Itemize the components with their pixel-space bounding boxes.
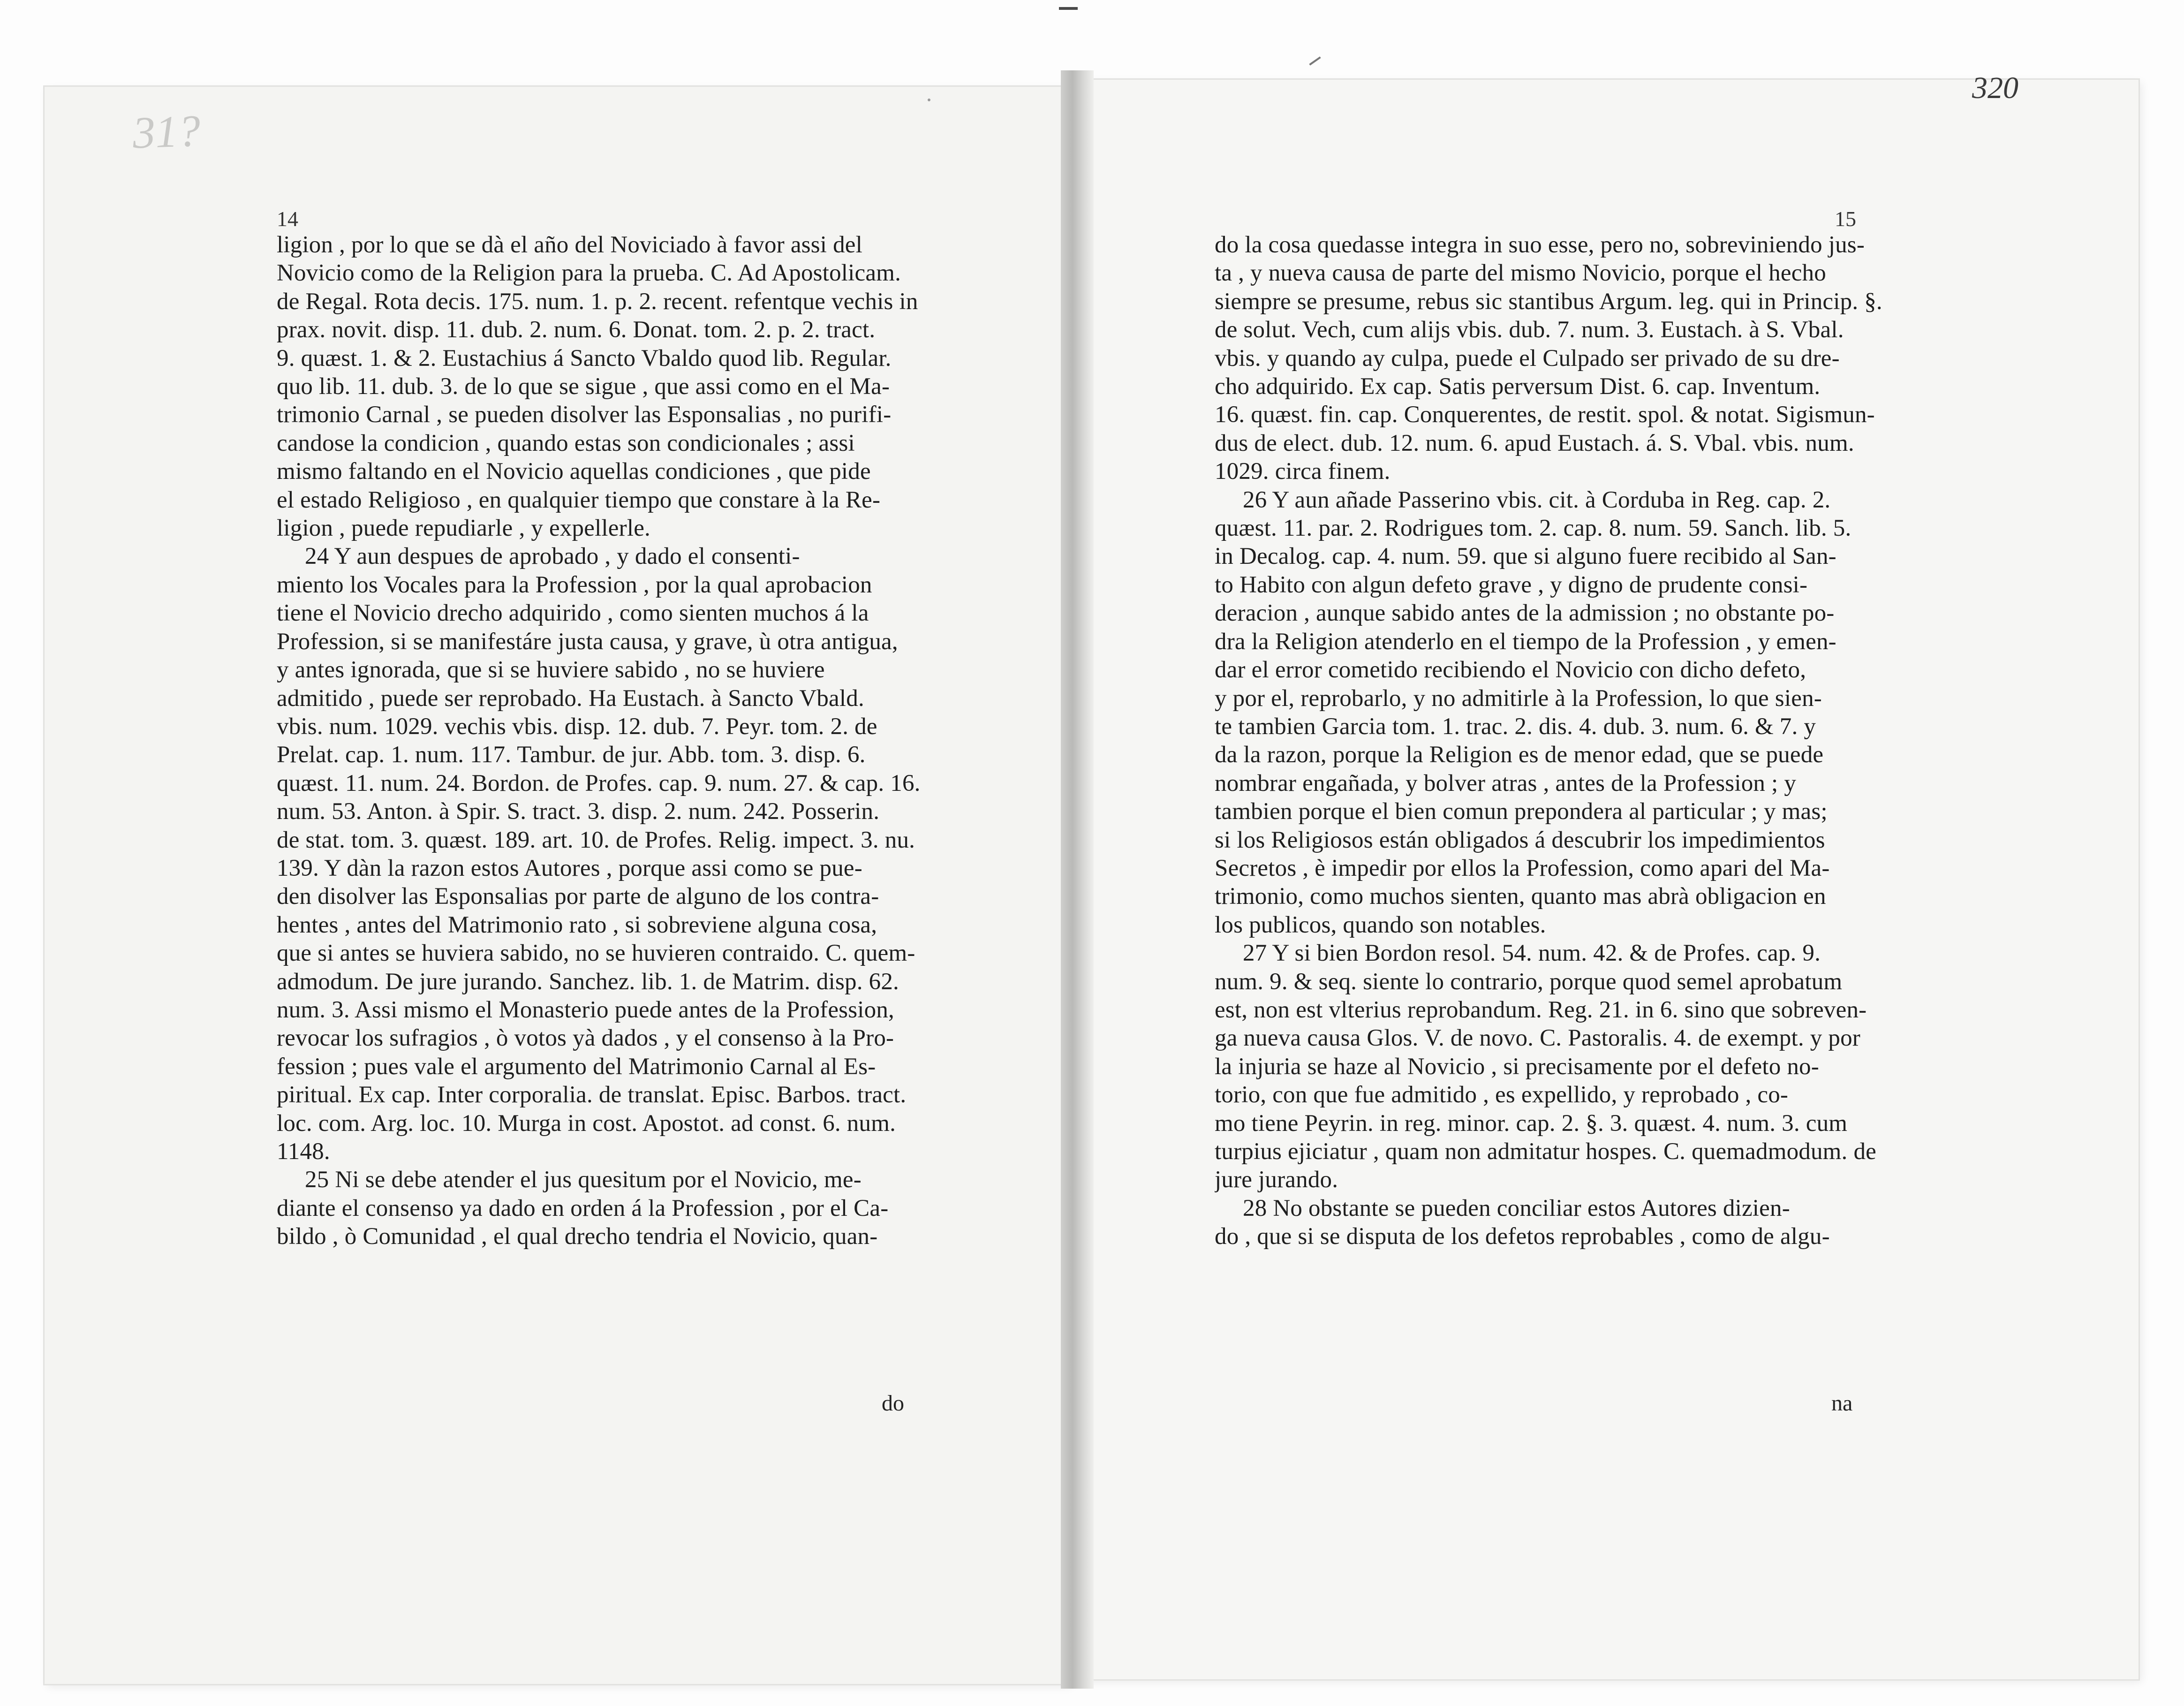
text-line: ta , y nueva causa de parte del mismo Novicio, porque el hecho xyxy=(1215,260,1826,287)
text-line: num. 3. Assi mismo el Monasterio puede antes de la Profession, xyxy=(277,996,894,1023)
right-folio-mark: 320 xyxy=(1972,71,2018,105)
speck xyxy=(928,99,930,101)
text-line: cho adquirido. Ex cap. Satis perversum Dist. 6. cap. Inventum. xyxy=(1215,373,1821,400)
text-line: bildo , ò Comunidad , el qual drecho tendria el Novicio, quan- xyxy=(277,1223,878,1250)
text-line: si los Religiosos están obligados á descubrir los impedimientos xyxy=(1215,826,1825,853)
text-line: revocar los sufragios , ò votos yà dados , y el consenso à la Pro- xyxy=(277,1025,894,1052)
text-line: nombrar engañada, y bolver atras , antes de la Profession ; y xyxy=(1215,770,1797,796)
text-line: ligion , puede repudiarle , y expellerle. xyxy=(277,515,650,542)
text-line: Profession, si se manifestáre justa causa, y grave, ù otra antigua, xyxy=(277,628,898,655)
text-line: 27 Y si bien Bordon resol. 54. num. 42. & de Profes. cap. 9. xyxy=(1243,940,1821,967)
text-line: los publicos, quando son notables. xyxy=(1215,911,1546,938)
text-line: quæst. 11. num. 24. Bordon. de Profes. cap. 9. num. 27. & cap. 16. xyxy=(277,770,921,796)
text-line: tiene el Novicio drecho adquirido , como sienten muchos á la xyxy=(277,600,869,627)
book-gutter xyxy=(1061,70,1094,1689)
text-line: Prelat. cap. 1. num. 117. Tambur. de jur. Abb. tom. 3. disp. 6. xyxy=(277,742,866,768)
text-line: den disolver las Esponsalias por parte de alguno de los contra- xyxy=(277,883,879,910)
text-line: 1148. xyxy=(277,1138,330,1165)
text-line: trimonio Carnal , se pueden disolver las Esponsalias , no purifi- xyxy=(277,402,892,428)
text-line: to Habito con algun defeto grave , y digno de prudente consi- xyxy=(1215,571,1808,598)
text-line: dus de elect. dub. 12. num. 6. apud Eustach. á. S. Vbal. vbis. num. xyxy=(1215,430,1854,456)
text-line: vbis. y quando ay culpa, puede el Culpado ser privado de su dre- xyxy=(1215,345,1840,372)
text-line: siempre se presume, rebus sic stantibus Argum. leg. qui in Princip. §. xyxy=(1215,288,1882,315)
text-line: jure jurando. xyxy=(1215,1167,1338,1193)
right-catchword: na xyxy=(1831,1391,1853,1416)
text-line: quæst. 11. par. 2. Rodrigues tom. 2. cap. 8. num. 59. Sanch. lib. 5. xyxy=(1215,515,1851,542)
text-line: fession ; pues vale el argumento del Matrimonio Carnal al Es- xyxy=(277,1053,876,1080)
text-line: ga nueva causa Glos. V. de novo. C. Pastoralis. 4. de exempt. y por xyxy=(1215,1025,1860,1052)
text-line: turpius ejiciatur , quam non admitatur hospes. C. quemadmodum. de xyxy=(1215,1138,1876,1165)
text-line: num. 53. Anton. à Spir. S. tract. 3. disp. 2. num. 242. Posserin. xyxy=(277,798,880,825)
text-line: la injuria se haze al Novicio , si precisamente por el defeto no- xyxy=(1215,1053,1819,1080)
text-line: ligion , por lo que se dà el año del Noviciado à favor assi del xyxy=(277,232,863,258)
text-line: admitido , puede ser reprobado. Ha Eustach. à Sancto Vbald. xyxy=(277,685,864,712)
text-line: do la cosa quedasse integra in suo esse, pero no, sobreviniendo jus- xyxy=(1215,232,1865,258)
text-line: 26 Y aun añade Passerino vbis. cit. à Corduba in Reg. cap. 2. xyxy=(1243,486,1831,513)
text-line: te tambien Garcia tom. 1. trac. 2. dis. 4. dub. 3. num. 6. & 7. y xyxy=(1215,713,1816,740)
text-line: do , que si se disputa de los defetos reprobables , como de algu- xyxy=(1215,1223,1830,1250)
text-line: admodum. De jure jurando. Sanchez. lib. 1. de Matrim. disp. 62. xyxy=(277,968,899,995)
text-line: in Decalog. cap. 4. num. 59. que si alguno fuere recibido al San- xyxy=(1215,543,1836,570)
text-line: y antes ignorada, que si se huviere sabido , no se huviere xyxy=(277,657,825,683)
text-line: Secretos , è impedir por ellos la Profession, como apari del Ma- xyxy=(1215,855,1830,881)
text-line: 1029. circa finem. xyxy=(1215,458,1391,485)
text-line: torio, con que fue admitido , es expellido, y reprobado , co- xyxy=(1215,1082,1789,1108)
text-line: vbis. num. 1029. vechis vbis. disp. 12. dub. 7. Peyr. tom. 2. de xyxy=(277,713,877,740)
text-line: hentes , antes del Matrimonio rato , si sobreviene alguna cosa, xyxy=(277,911,877,938)
text-line: tambien porque el bien comun prepondera al particular ; y mas; xyxy=(1215,798,1828,825)
text-line: Novicio como de la Religion para la prueba. C. Ad Apostolicam. xyxy=(277,260,901,287)
text-line: de Regal. Rota decis. 175. num. 1. p. 2. recent. refentque vechis in xyxy=(277,288,918,315)
text-line: da la razon, porque la Religion es de menor edad, que se puede xyxy=(1215,742,1824,768)
text-line: dra la Religion atenderlo en el tiempo de la Profession , y emen- xyxy=(1215,628,1836,655)
text-line: mo tiene Peyrin. in reg. minor. cap. 2. §. 3. quæst. 4. num. 3. cum xyxy=(1215,1110,1848,1137)
text-line: 24 Y aun despues de aprobado , y dado el consenti- xyxy=(305,543,800,570)
text-line: num. 9. & seq. siente lo contrario, porque quod semel aprobatum xyxy=(1215,968,1843,995)
text-line: 28 No obstante se pueden conciliar estos Autores dizien- xyxy=(1243,1195,1790,1221)
text-line: y por el, reprobarlo, y no admitirle à la Profession, lo que sien- xyxy=(1215,685,1822,712)
text-line: trimonio, como muchos sienten, quanto mas abrà obligacion en xyxy=(1215,883,1826,910)
text-line: deracion , aunque sabido antes de la admission ; no obstante po- xyxy=(1215,600,1835,627)
text-line: que si antes se huviera sabido, no se huvieren contraido. C. quem- xyxy=(277,940,915,967)
text-line: piritual. Ex cap. Inter corporalia. de translat. Episc. Barbos. tract. xyxy=(277,1082,907,1108)
text-line: de solut. Vech, cum alijs vbis. dub. 7. num. 3. Eustach. à S. Vbal. xyxy=(1215,317,1844,343)
text-line: quo lib. 11. dub. 3. de lo que se sigue , que assi como en el Ma- xyxy=(277,373,890,400)
text-line: 139. Y dàn la razon estos Autores , porque assi como se pue- xyxy=(277,855,862,881)
left-folio-mark: 31? xyxy=(132,105,201,158)
text-line: de stat. tom. 3. quæst. 189. art. 10. de Profes. Relig. impect. 3. nu. xyxy=(277,826,915,853)
text-line: mismo faltando en el Novicio aquellas condiciones , que pide xyxy=(277,458,871,485)
left-catchword: do xyxy=(882,1391,904,1416)
text-line: 16. quæst. fin. cap. Conquerentes, de restit. spol. & notat. Sigismun- xyxy=(1215,402,1875,428)
text-line: diante el consenso ya dado en orden á la Profession , por el Ca- xyxy=(277,1195,889,1221)
text-line: 9. quæst. 1. & 2. Eustachius á Sancto Vbaldo quod lib. Regular. xyxy=(277,345,892,372)
text-line: loc. com. Arg. loc. 10. Murga in cost. Apostot. ad const. 6. num. xyxy=(277,1110,896,1137)
left-text-column xyxy=(277,231,952,1251)
top-mark xyxy=(1059,7,1078,10)
text-line: 25 Ni se debe atender el jus quesitum por el Novicio, me- xyxy=(305,1167,862,1193)
text-line: dar el error cometido recibiendo el Novicio con dicho defeto, xyxy=(1215,657,1806,683)
text-line: miento los Vocales para la Profession , por la qual aprobacion xyxy=(277,571,872,598)
right-text-column xyxy=(1215,231,1890,1251)
text-line: est, non est vlterius reprobandum. Reg. 21. in 6. sino que sobreven- xyxy=(1215,996,1867,1023)
text-line: prax. novit. disp. 11. dub. 2. num. 6. Donat. tom. 2. p. 2. tract. xyxy=(277,317,876,343)
text-line: candose la condicion , quando estas son condicionales ; assi xyxy=(277,430,855,456)
text-line: el estado Religioso , en qualquier tiempo que constare à la Re- xyxy=(277,486,881,513)
right-page-number: 15 xyxy=(1835,207,1856,231)
left-page-number: 14 xyxy=(277,207,298,231)
